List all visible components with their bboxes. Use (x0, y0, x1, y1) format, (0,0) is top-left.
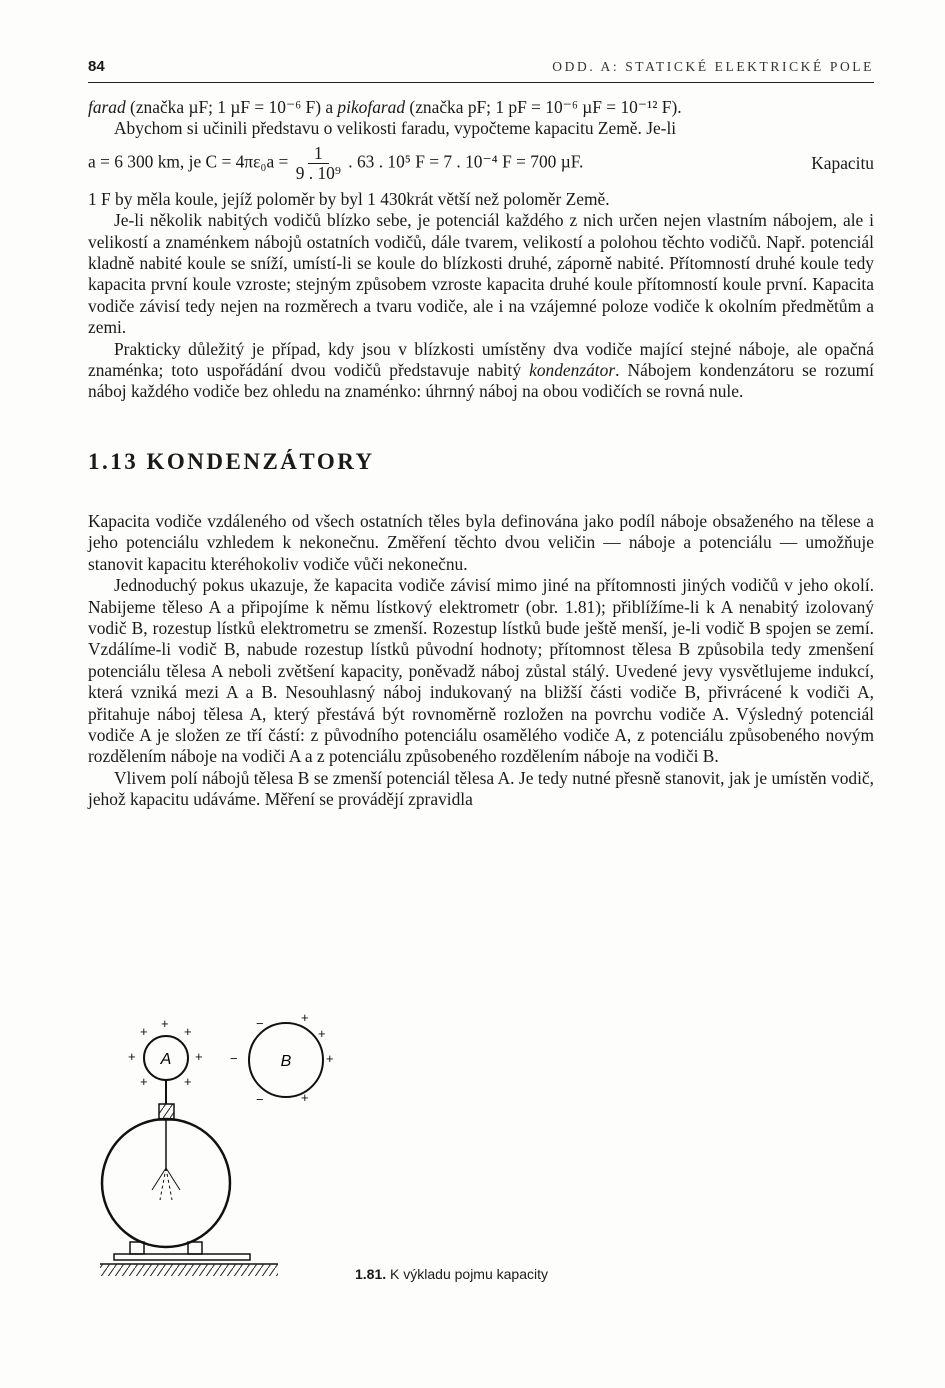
svg-text:+: + (301, 1090, 309, 1105)
caption-number: 1.81. (355, 1266, 387, 1282)
intro-paragraph-1-end: 1 F by měla koule, jejíž poloměr by byl 1 430krát větší než poloměr Země. (88, 188, 610, 209)
section-body (88, 511, 874, 811)
term-pikofarad: pikofarad (337, 97, 406, 117)
insulator-plug (159, 1104, 174, 1120)
section-heading: 1.13 KONDENZÁTORY (88, 448, 375, 474)
term-farad: farad (88, 97, 126, 117)
svg-text:+: + (326, 1051, 334, 1066)
svg-text:+: + (184, 1024, 192, 1039)
figure-caption (355, 1266, 548, 1282)
body-paragraph-1: Kapacita vodiče vzdáleného od všech ostatních těles byla definována jako podíl náboje obsaženého na tělese a jeho potenciálu vzhledem k nekonečnu. Změření těchto dvou veličin — náboje a potenciálu — umožňuje stanovit kapacitu kteréhokoliv vodiče vůči nekonečnu. (88, 510, 874, 574)
term-kondenzator: kondenzátor (529, 360, 616, 381)
p3-a: Prakticky důležitý je případ, kdy jsou v blízkosti umístěny dva vodiče mající stejné náboje, ale opačná znaménka; toto uspořádání dvou vodičů představuje nabitý (88, 338, 874, 381)
stand-base (114, 1254, 250, 1260)
body-paragraph-2: Jednoduchý pokus ukazuje, že kapacita vodiče závisí mimo jiné na přítomnosti jiných vodičů v jeho okolí. Nabijeme těleso A a připojíme k němu lístkový elektrometr (obr. 1.81); přiblížíme-li k A nenabitý izolovaný vodič B, rozestup lístků elektrometru se zmenší. Rozestup lístků bude ještě menší, je-li vodič B spojen se zemí. Vzdálíme-li vodič B, nabude rozestup lístků původní hodnoty; přítomnost tělesa B způsobila tedy zmenšení potenciálu tělesa A neboli zvětšení kapacity, poněvadž náboj zůstal stálý. Uvedené jevy vysvětlujeme indukcí, která vzniká mezi A a B. Nesouhlasný náboj indukovaný na bližší části vodiče B, přivrácené k vodiči A, přitahuje náboj tělesa A, který přestává být rovnoměrně rozložen na povrchu vodiče A. Výsledný potenciál vodiče A je složen ze tří částí: z původního potenciálu osamělého vodiče A, z potenciálu způsobeného novým rozdělením náboje na vodiči A a z potenciálu způsobeného rozdělením náboje na vodiči B. (88, 575, 874, 767)
intro-line-1 (88, 97, 874, 118)
equation-right: . 63 . 10⁵ F = 7 . 10⁻⁴ F = 700 µF. (348, 151, 584, 172)
ground-hatch (100, 1264, 278, 1276)
svg-text:+: + (140, 1074, 148, 1089)
figure-electrometer (100, 1008, 660, 1298)
svg-text:+: + (184, 1074, 192, 1089)
capacity-equation (88, 144, 874, 183)
caption-text: K výkladu pojmu kapacity (386, 1266, 548, 1282)
intro-paragraph-2: Je-li několik nabitých vodičů blízko sebe, je potenciál každého z nich určen nejen vlastním nábojem, ale i velikostí a znaménkem nábojů ostatních vodičů, dále tvarem, velikostí a polohou těchto vodičů. Např. potenciál kladně nabité koule se sníží, umístí-li se koule do blízkosti druhé, záporně nabité. Přítomností druhé koule tedy kapacita první koule vzroste; stejným způsobem vzroste kapacita druhé koule přítomností koule první. Kapacita vodiče závisí tedy nejen na rozměrech a tvaru vodiče, ale i na vzájemné poloze vodiče k okolním předmětům a zemi. (88, 210, 874, 338)
svg-text:+: + (301, 1010, 309, 1025)
svg-text:+: + (318, 1026, 326, 1041)
label-a: A (160, 1051, 172, 1068)
svg-text:+: + (128, 1049, 136, 1064)
fraction-denominator: 9 . 10⁹ (295, 162, 341, 183)
page-number: 84 (88, 58, 105, 75)
running-head (88, 58, 874, 83)
svg-text:−: − (256, 1016, 264, 1031)
svg-text:+: + (140, 1024, 148, 1039)
running-head-title: ODD. A: STATICKÉ ELEKTRICKÉ POLE (552, 59, 874, 74)
p3-c: . Nábojem kondenzátoru se rozumí náboj každého vodiče bez ohledu na znaménko: úhrnný náboj na obou vodičích se rovná nule. (88, 360, 874, 402)
intro-text (88, 97, 874, 403)
intro-paragraph-1: Abychom si učinili představu o velikosti faradu, vypočteme kapacitu Země. Je-li (114, 118, 677, 139)
equation-trailing-word: Kapacitu (811, 152, 874, 173)
intro-line-1-b: (značka µF; 1 µF = 10⁻⁶ F) a (125, 97, 338, 117)
svg-text:+: + (195, 1049, 203, 1064)
electrometer-leaves (152, 1168, 180, 1200)
body-paragraph-3: Vlivem polí nábojů tělesa B se zmenší potenciál tělesa A. Je tedy nutné přesně stanovit, jak je umístěn vodič, jehož kapacitu udáváme. Měření se provádějí zpravidla (88, 767, 874, 810)
svg-text:−: − (256, 1092, 264, 1107)
equation-left: a = 6 300 km, je C = 4πε₀a = (88, 151, 289, 172)
fraction-numerator: 1 (308, 144, 329, 164)
equation-fraction (296, 144, 341, 183)
intro-paragraph-3 (88, 339, 874, 403)
intro-line-1-d: (značka pF; 1 pF = 10⁻⁶ µF = 10⁻¹² F). (405, 97, 682, 117)
svg-text:−: − (230, 1051, 238, 1066)
svg-text:+: + (161, 1016, 169, 1031)
label-b: B (280, 1053, 292, 1070)
book-page (88, 58, 874, 811)
